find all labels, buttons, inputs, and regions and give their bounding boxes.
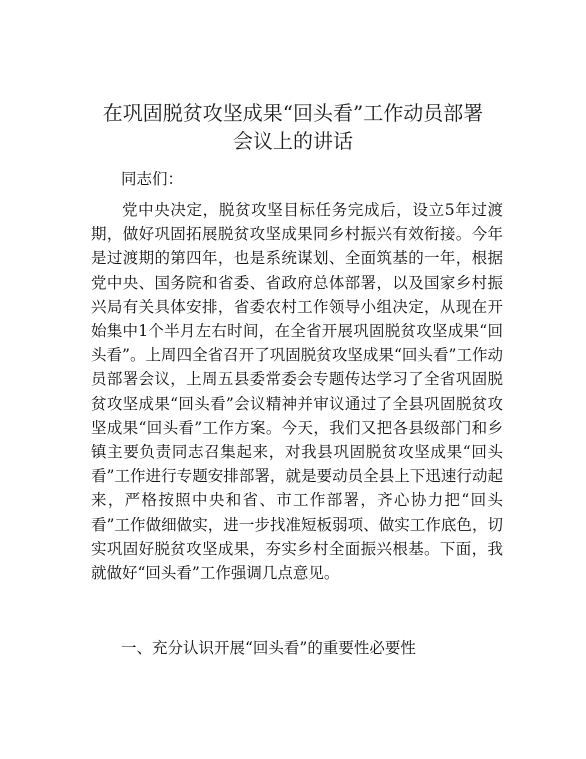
document-title-line-1: 在巩固脱贫攻坚成果“回头看”工作动员部署: [102, 101, 484, 125]
salutation: 同志们：: [121, 170, 184, 188]
body-paragraph: 党中央决定，脱贫攻坚目标任务完成后，设立5年过渡期，做好巩固拓展脱贫攻坚成果同乡村振兴有效衔接。今年是过渡期的第四年，也是系统谋划、全面筑基的一年，根据党中央、国务院和省委、省政府总体部署，以及国家乡村振兴局有关具体安排，省委农村工作领导小组决定，从现在开始集中1个半月左右时间，在全省开展巩固脱贫攻坚成果“回头看”。上周四全省召开了巩固脱贫攻坚成果“回头看”工作动员部署会议，上周五县委常委会专题传达学习了全省巩固脱贫攻坚成果“回头看”会议精神并审议通过了全县巩固脱贫攻坚成果“回头看”工作方案。今天，我们又把各县级部门和乡镇主要负责同志召集起来，对我县巩固脱贫攻坚成果“回头看”工作进行专题安排部署，就是要动员全县上下迅速行动起来，严格按照中央和省、市工作部署，齐心协力把“回头看”工作做细做实，进一步找准短板弱项、做实工作底色，切实巩固好脱贫攻坚成果，夯实乡村全面振兴根基。下面，我就做好“回头看”工作强调几点意见。: [91, 201, 503, 583]
document-title-line-2: 会议上的讲话: [233, 129, 353, 153]
section-heading: 一、充分认识开展“回头看”的重要性必要性: [121, 639, 416, 657]
